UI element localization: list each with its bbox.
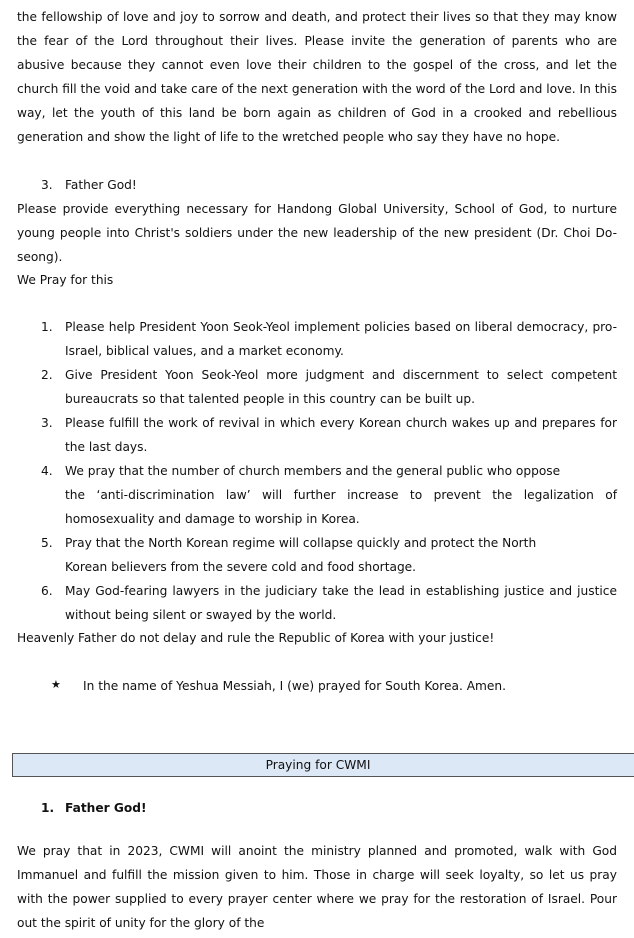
prayer-item-5 [17,531,617,579]
pray-heading: We Pray for this [17,273,114,287]
cwmi-paragraph: We pray that in 2023, CWMI will anoint the ministry planned and promoted, walk with God Immanuel and fulfill the mission given to him. Those in charge will seek loyalty, so let us pray with the power supplied to every prayer center where we pray for the restoration of Israel. Pour out the spirit of unity for the glory of the [17,844,617,930]
item3-text: Please provide everything necessary for Handong Global University, School of God, to nurture young people into Christ's soldiers under the new leadership of the new president (Dr. Choi Do-seong). [17,202,617,264]
prayer-item-3 [17,411,617,459]
star-icon: ★ [51,678,61,691]
prayer-number: 3. [41,416,53,430]
prayer-number: 4. [41,464,53,478]
prayer-text: Please fulfill the work of revival in which every Korean church wakes up and prepares for the last days. [65,416,617,454]
prayer-continuation: the ‘anti-discrimination law’ will further increase to prevent the legalization of homosexuality and damage to worship in Korea. [65,488,617,526]
prayer-text: May God-fearing lawyers in the judiciary take the lead in establishing justice and justice without being silent or swayed by the world. [65,584,617,622]
cwmi-item-number: 1. [41,801,55,815]
prayer-continuation: Korean believers from the severe cold and food shortage. [65,560,417,574]
prayer-number: 5. [41,536,53,550]
prayer-text: Give President Yoon Seok-Yeol more judgment and discernment to select competent bureaucrats so that talented people in this country can be built up. [65,368,617,406]
prayer-item-1 [17,315,617,363]
prayer-number: 6. [41,584,53,598]
prayer-item-6 [17,579,617,627]
closing-line: Heavenly Father do not delay and rule the Republic of Korea with your justice! [17,631,495,645]
cwmi-item-label: Father God! [65,801,147,815]
prayer-text: We pray that the number of church members and the general public who oppose [65,464,561,478]
intro-paragraph: the fellowship of love and joy to sorrow and death, and protect their lives so that they may know the fear of the Lord throughout their lives. Please invite the generation of parents who are abusive because they cannot even love their children to the gospel of the cross, and let the church fill the void and take care of the next generation with the word of the Lord and love. In this way, let the youth of this land be born again as children of God in a crooked and rebellious generation and show the light of life to the wretched people who say they have no hope. [17,10,617,144]
prayer-item-4 [17,459,617,531]
item3-label: Father God! [65,178,137,192]
item3-number: 3. [41,178,53,192]
prayer-text: Pray that the North Korean regime will collapse quickly and protect the North [65,536,537,550]
prayer-number: 1. [41,320,53,334]
prayer-number: 2. [41,368,53,382]
banner-title: Praying for CWMI [265,758,371,772]
star-line: In the name of Yeshua Messiah, I (we) prayed for South Korea. Amen. [83,679,507,693]
prayer-item-2 [17,363,617,411]
prayer-list [17,315,617,627]
prayer-text: Please help President Yoon Seok-Yeol implement policies based on liberal democracy, pro-Israel, biblical values, and a market economy. [65,320,617,358]
section-banner [12,753,634,777]
